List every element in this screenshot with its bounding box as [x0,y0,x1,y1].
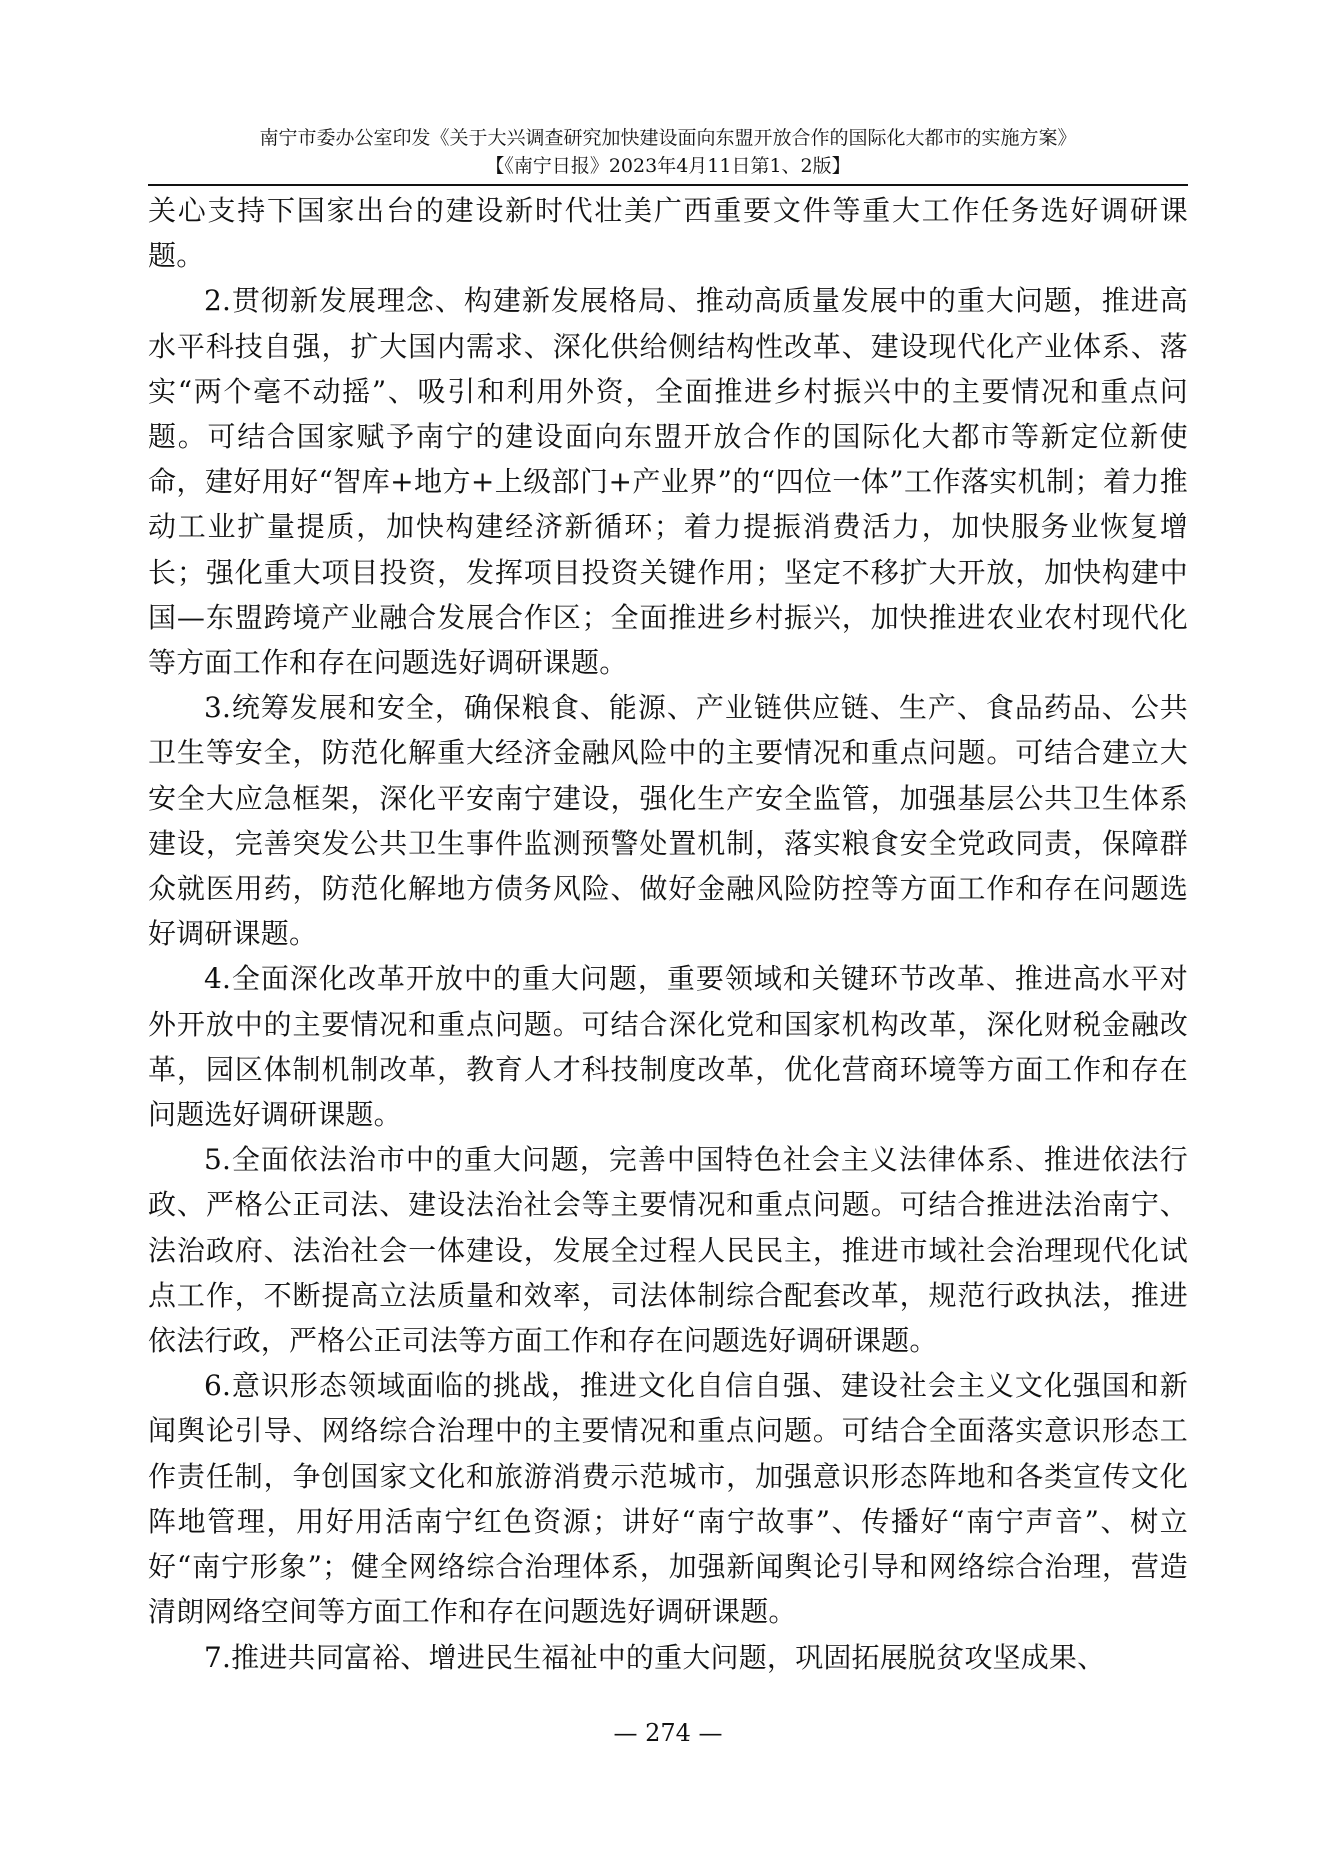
header-source: 【《南宁日报》2023年4月11日第1、2版】 [485,155,851,177]
paragraph: 6.意识形态领域面临的挑战，推进文化自信自强、建设社会主义文化强国和新闻舆论引导、网络综合治理中的主要情况和重点问题。可结合全面落实意识形态工作责任制，争创国家文化和旅游消费示范城市，加强意识形态阵地和各类宣传文化阵地管理，用好用活南宁红色资源；讲好“南宁故事”、传播好“南宁声音”、树立好“南宁形象”；健全网络综合治理体系，加强新闻舆论引导和网络综合治理，营造清朗网络空间等方面工作和存在问题选好调研课题。 [148,1369,1188,1629]
paragraph: 关心支持下国家出台的建设新时代壮美广西重要文件等重大工作任务选好调研课题。 [148,194,1188,273]
paragraph: 5.全面依法治市中的重大问题，完善中国特色社会主义法律体系、推进依法行政、严格公正司法、建设法治社会等主要情况和重点问题。可结合推进法治南宁、法治政府、法治社会一体建设，发展全过程人民民主，推进市域社会治理现代化试点工作，不断提高立法质量和效率，司法体制综合配套改革，规范行政执法，推进依法行政，严格公正司法等方面工作和存在问题选好调研课题。 [148,1143,1188,1358]
paragraph: 3.统筹发展和安全，确保粮食、能源、产业链供应链、生产、食品药品、公共卫生等安全，防范化解重大经济金融风险中的主要情况和重点问题。可结合建立大安全大应急框架，深化平安南宁建设，强化生产安全监管，加强基层公共卫生体系建设，完善突发公共卫生事件监测预警处置机制，落实粮食安全党政同责，保障群众就医用药，防范化解地方债务风险、做好金融风险防控等方面工作和存在问题选好调研课题。 [148,691,1188,951]
header-divider [148,184,1188,186]
running-header [148,124,1188,180]
page-number: — 274 — [613,1719,723,1747]
paragraph: 4.全面深化改革开放中的重大问题，重要领域和关键环节改革、推进高水平对外开放中的主要情况和重点问题。可结合深化党和国家机构改革，深化财税金融改革，园区体制机制改革，教育人才科技制度改革，优化营商环境等方面工作和存在问题选好调研课题。 [148,962,1188,1132]
paragraph: 7.推进共同富裕、增进民生福祉中的重大问题，巩固拓展脱贫攻坚成果、 [204,1640,1106,1674]
header-title: 南宁市委办公室印发《关于大兴调查研究加快建设面向东盟开放合作的国际化大都市的实施方案》 [259,127,1077,149]
body-text [148,188,1188,1680]
paragraph: 2.贯彻新发展理念、构建新发展格局、推动高质量发展中的重大问题，推进高水平科技自强，扩大国内需求、深化供给侧结构性改革、建设现代化产业体系、落实“两个毫不动摇”、吸引和利用外资，全面推进乡村振兴中的主要情况和重点问题。可结合国家赋予南宁的建设面向东盟开放合作的国际化大都市等新定位新使命，建好用好“智库+地方+上级部门+产业界”的“四位一体”工作落实机制；着力推动工业扩量提质，加快构建经济新循环；着力提振消费活力，加快服务业恢复增长；强化重大项目投资，发挥项目投资关键作用；坚定不移扩大开放，加快构建中国—东盟跨境产业融合发展合作区；全面推进乡村振兴，加快推进农业农村现代化等方面工作和存在问题选好调研课题。 [148,284,1188,680]
